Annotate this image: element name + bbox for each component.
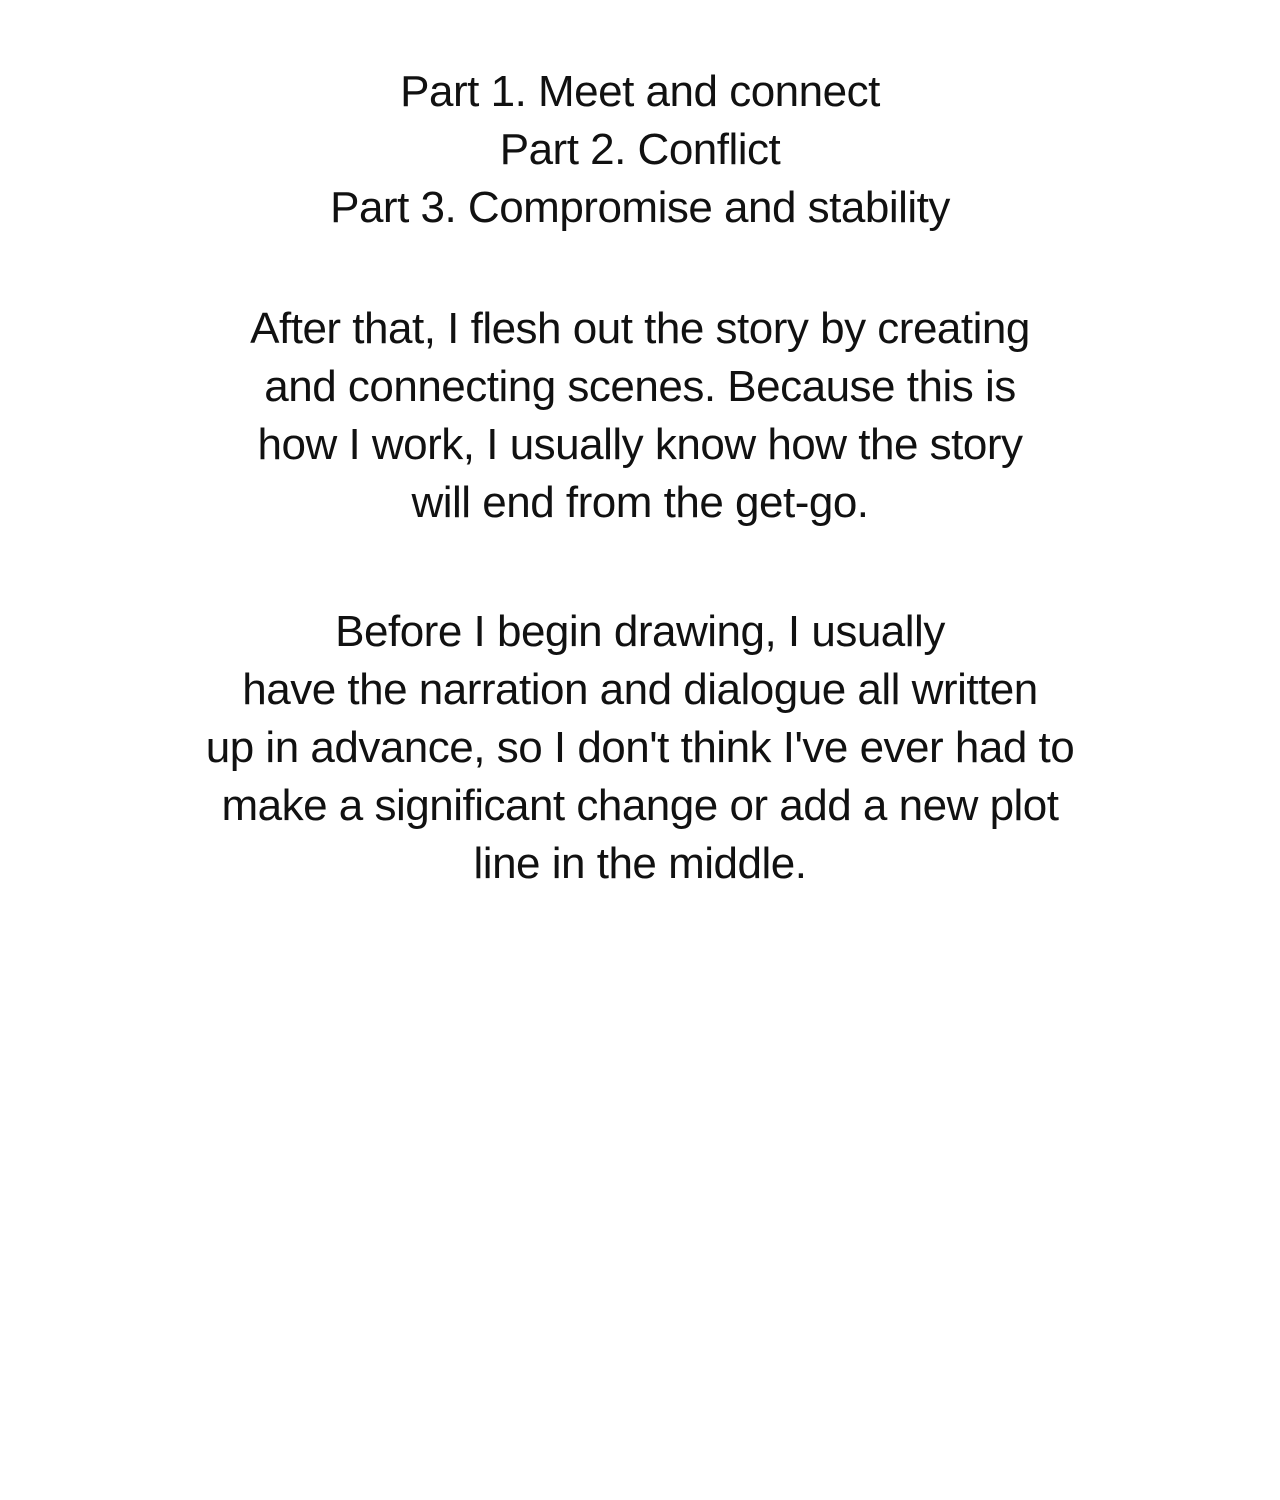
paragraph-flesh-out-story xyxy=(0,300,1280,532)
paragraph-line: will end from the get-go. xyxy=(411,478,869,527)
paragraph-line: how I work, I usually know how the story xyxy=(257,420,1023,469)
story-outline-block xyxy=(0,63,1280,237)
outline-line: Part 2. Conflict xyxy=(499,125,781,174)
paragraph-line: line in the middle. xyxy=(473,839,807,888)
paragraph-line: and connecting scenes. Because this is xyxy=(264,362,1016,411)
paragraph-line: up in advance, so I don't think I've ever had to xyxy=(205,723,1075,772)
paragraph-line: make a significant change or add a new plot xyxy=(221,781,1059,830)
paragraph-line: have the narration and dialogue all written xyxy=(242,665,1038,714)
paragraph-line: After that, I flesh out the story by creating xyxy=(250,304,1030,353)
outline-line: Part 3. Compromise and stability xyxy=(330,183,950,232)
paragraph-before-drawing xyxy=(0,603,1280,893)
outline-line: Part 1. Meet and connect xyxy=(400,67,880,116)
paragraph-line: Before I begin drawing, I usually xyxy=(335,607,945,656)
